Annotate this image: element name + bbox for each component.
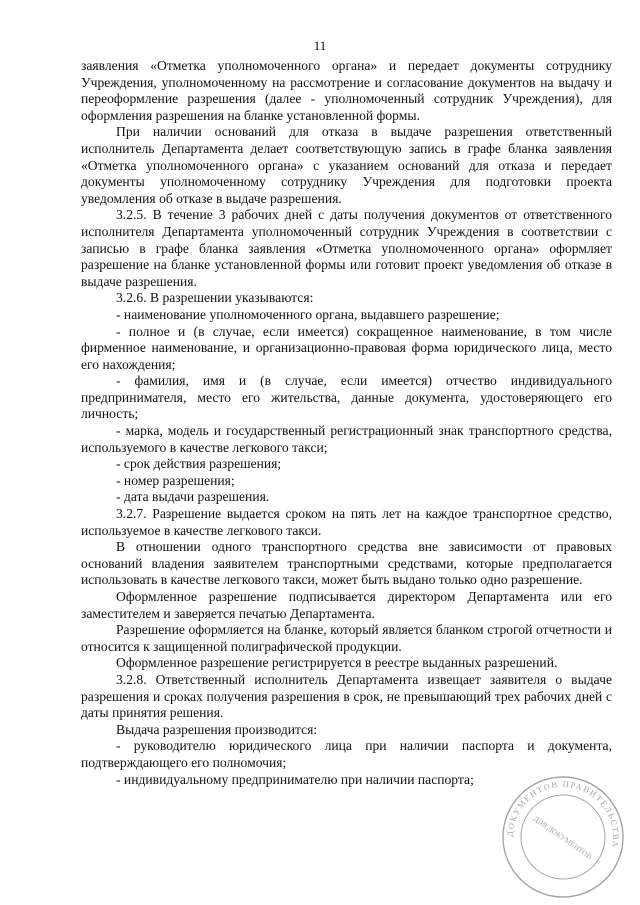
paragraph-3-2-8: 3.2.8. Ответственный исполнитель Департамента извещает заявителя о выдаче разрешения и сроках получения разрешения в срок, не превышающий трех рабочих дней с даты принятия решения. bbox=[81, 671, 612, 721]
official-seal-stamp bbox=[498, 772, 628, 902]
paragraph-refusal-grounds: При наличии оснований для отказа в выдаче разрешения ответственный исполнитель Департамента делает соответствующую запись в графе бланка заявления «Отметка уполномоченного органа» с указанием оснований для отказа и передает документы уполномоченному сотруднику Учреждения для подготовки проекта уведомления об отказе в выдаче разрешения. bbox=[81, 124, 612, 206]
paragraph-3-2-5: 3.2.5. В течение 3 рабочих дней с даты получения документов от ответственного исполнителя Департамента уполномоченный сотрудник Учреждения в соответствии с записью в графе бланка заявления «Отметка уполномоченного органа» оформляет разрешение на бланке установленной формы или готовит проект уведомления об отказе в выдаче разрешения. bbox=[81, 207, 612, 289]
list-item: - фамилия, имя и (в случае, если имеется) отчество индивидуального предпринимателя, место его жительства, данные документа, удостоверяющего его личность; bbox=[81, 373, 612, 422]
page-number: 11 bbox=[313, 38, 327, 53]
paragraph-3-2-6: 3.2.6. В разрешении указываются: bbox=[116, 290, 314, 306]
paragraph-strict-blank: Разрешение оформляется на бланке, который является бланком строгой отчетности и относится к защищенной полиграфической продукции. bbox=[81, 622, 612, 654]
paragraph-issuance: Выдача разрешения производится: bbox=[116, 721, 318, 737]
paragraph-3-2-7: 3.2.7. Разрешение выдается сроком на пять лет на каждое транспортное средство, используемое в качестве легкового такси. bbox=[81, 506, 612, 538]
document-body bbox=[81, 58, 612, 788]
list-item: - наименование уполномоченного органа, выдавшего разрешение; bbox=[116, 306, 500, 322]
stamp-ring-text: ДОКУМЕНТОВ ПРАВИТЕЛЬСТВА bbox=[504, 778, 622, 850]
list-item: - руководителю юридического лица при наличии паспорта и документа, подтверждающего его полномочия; bbox=[81, 738, 612, 770]
paragraph-single-permit: В отношении одного транспортного средства вне зависимости от правовых оснований владения заявителем транспортными средствами, которые предполагается использовать в качестве легкового такси, может быть выдано только одно разрешение. bbox=[81, 539, 612, 588]
list-item: - индивидуальному предпринимателю при наличии паспорта; bbox=[116, 771, 474, 787]
paragraph-registry: Оформленное разрешение регистрируется в реестре выданных разрешений. bbox=[116, 655, 558, 671]
list-item: - срок действия разрешения; bbox=[116, 456, 282, 472]
list-item: - полное и (в случае, если имеется) сокращенное наименование, в том числе фирменное наименование, и организационно-правовая форма юридического лица, место его нахождения; bbox=[81, 323, 612, 372]
list-item: - дата выдачи разрешения. bbox=[116, 489, 270, 505]
stamp-center-text: ДЛЯ ДОКУМЕНТОВ bbox=[531, 813, 594, 861]
list-item: - марка, модель и государственный регистрационный знак транспортного средства, используемого в качестве легкового такси; bbox=[81, 423, 612, 455]
paragraph-continuation: заявления «Отметка уполномоченного органа» и передает документы сотруднику Учреждения, уполномоченному на рассмотрение и согласование документов на выдачу и переоформление разрешения (далее - уполномоченный сотрудник Учреждения), для оформления разрешения на бланке установленной формы. bbox=[81, 58, 612, 123]
list-item: - номер разрешения; bbox=[116, 472, 235, 488]
paragraph-signing: Оформленное разрешение подписывается директором Департамента или его заместителем и заверяется печатью Департамента. bbox=[81, 589, 612, 621]
